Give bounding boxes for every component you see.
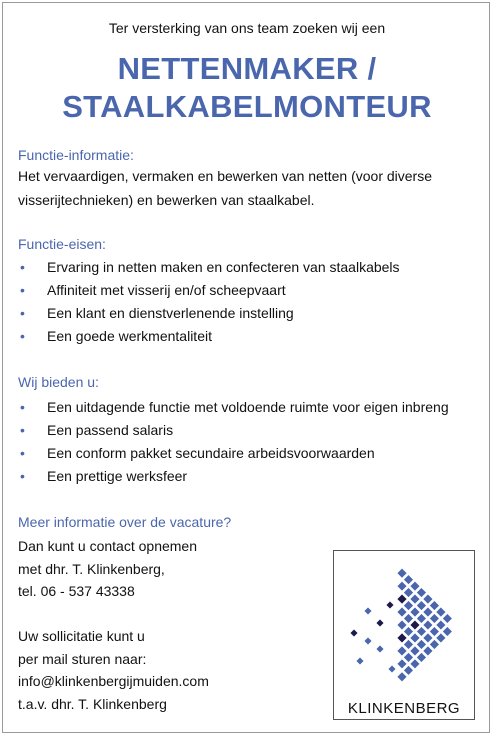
job-title [0, 50, 494, 126]
functie-informatie-line-1: Het vervaardigen, vermaken en bewerken van netten (voor diverse [18, 168, 432, 184]
net-cell [416, 626, 426, 636]
net-cell [403, 601, 413, 611]
net-cell [423, 607, 433, 617]
bullet-icon: • [20, 399, 25, 415]
net-cell [403, 652, 413, 662]
net-cell [416, 601, 426, 611]
meer-info-heading: Meer informatie over de vacature? [18, 514, 232, 530]
list-item-text: Een conform pakket secundaire arbeidsvoorwaarden [47, 445, 375, 461]
contact-line: met dhr. T. Klinkenberg, [18, 560, 165, 577]
list-item [18, 396, 449, 419]
bullet-icon: • [20, 328, 25, 344]
net-cell [403, 575, 413, 585]
net-cell [410, 594, 420, 604]
net-cell [429, 626, 439, 636]
company-logo-name: KLINKENBERG [347, 700, 461, 717]
list-item [18, 465, 449, 488]
sollicitatie-line: per mail sturen naar: [18, 650, 147, 667]
net-cell [423, 646, 433, 656]
net-cell [423, 620, 433, 630]
net-cell [403, 665, 413, 675]
net-cell [397, 633, 407, 643]
net-cell [364, 607, 372, 615]
bullet-icon: • [20, 422, 25, 438]
net-cell [442, 614, 452, 624]
net-cell [436, 633, 446, 643]
contact-line: Dan kunt u contact opnemen [18, 538, 198, 554]
wij-bieden-heading: Wij bieden u: [18, 374, 99, 390]
intro-text: Ter versterking van ons team zoeken wij een [108, 20, 386, 36]
net-cell [397, 620, 407, 630]
fish-net-logo-icon [334, 551, 474, 719]
net-cell [397, 646, 407, 656]
list-item-text: Een klant en dienstverlenende instelling [47, 305, 294, 321]
net-cell [423, 633, 433, 643]
net-cell [376, 645, 384, 653]
functie-informatie-text [18, 164, 478, 212]
list-item-text: Een prettige werksfeer [47, 468, 188, 484]
list-item [18, 442, 449, 465]
net-cell [364, 637, 372, 645]
net-cell [397, 568, 407, 578]
net-cell [410, 581, 420, 591]
net-cell [429, 601, 439, 611]
list-item-text: Een passend salaris [47, 422, 174, 438]
list-item-text: Een goede werkmentaliteit [47, 328, 212, 344]
net-cell [410, 633, 420, 643]
net-cell [416, 588, 426, 598]
net-cell [388, 665, 396, 673]
net-cell [410, 620, 420, 630]
sollicitatie-line: t.a.v. dhr. T. Klinkenberg [18, 695, 167, 712]
net-cell [403, 626, 413, 636]
net-cell [410, 659, 420, 669]
net-cell [416, 652, 426, 662]
list-item [18, 419, 449, 442]
net-cell [356, 657, 364, 665]
net-cell [403, 614, 413, 624]
net-cell [397, 594, 407, 604]
contact-email: info@klinkenbergijmuiden.com [18, 673, 209, 689]
functie-informatie-line-2: visserijtechnieken) en bewerken van staalkabel. [18, 192, 315, 208]
list-item [18, 256, 400, 279]
sollicitatie-info [18, 625, 209, 715]
net-cell [376, 619, 384, 627]
list-item-text: Ervaring in netten maken en confecteren van staalkabels [47, 259, 400, 275]
list-item [18, 302, 400, 325]
net-cell [429, 639, 439, 649]
net-cell [436, 607, 446, 617]
net-cell [416, 639, 426, 649]
net-cell [386, 601, 394, 609]
net-cell [397, 607, 407, 617]
company-logo [333, 550, 475, 720]
net-cell [442, 626, 452, 636]
job-title-line-1: NETTENMAKER / [117, 51, 377, 86]
net-cell [410, 646, 420, 656]
functie-eisen-heading: Functie-eisen: [18, 236, 106, 252]
net-cell [397, 659, 407, 669]
list-item-text: Een uitdagende functie met voldoende ruimte voor eigen inbreng [47, 399, 449, 415]
sollicitatie-line: Uw sollicitatie kunt u [18, 628, 145, 644]
bullet-icon: • [20, 468, 25, 484]
functie-eisen-list [18, 256, 400, 348]
net-cell [436, 620, 446, 630]
job-title-line-2: STAALKABELMONTEUR [62, 89, 432, 124]
net-cell [350, 629, 358, 637]
functie-informatie-heading: Functie-informatie: [18, 147, 134, 163]
list-item-text: Affiniteit met visserij en/of scheepvaart [47, 282, 286, 298]
bullet-icon: • [20, 445, 25, 461]
bullet-icon: • [20, 305, 25, 321]
list-item [18, 325, 400, 348]
net-cell [429, 614, 439, 624]
net-cell [416, 614, 426, 624]
net-mesh [350, 568, 452, 682]
net-cell [423, 594, 433, 604]
net-cell [403, 588, 413, 598]
net-cell [410, 607, 420, 617]
net-cell [403, 639, 413, 649]
bullet-icon: • [20, 282, 25, 298]
wij-bieden-list [18, 396, 449, 488]
net-cell [397, 581, 407, 591]
list-item [18, 279, 400, 302]
contact-info [18, 535, 197, 603]
contact-phone: tel. 06 - 537 43338 [18, 583, 135, 599]
bullet-icon: • [20, 259, 25, 275]
net-cell [397, 672, 407, 682]
